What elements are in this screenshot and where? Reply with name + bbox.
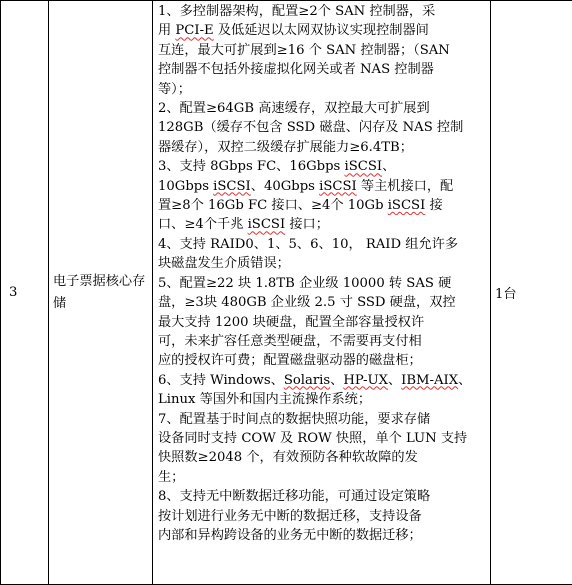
- spec-text-segment: 置≥8个 16Gb FC 接口、≥4个 10Gb: [158, 198, 388, 214]
- spec-line: [158, 99, 487, 118]
- spec-text-segment: 4、支持 RAID0、1、5、6、10， RAID 组允许多: [158, 236, 459, 252]
- spec-text-segment: 等主机接口，配: [356, 178, 454, 194]
- spec-text-segment: 8、支持无中断数据迁移功能，可通过设定策略: [158, 489, 431, 505]
- spec-text-segment: 2、配置≥64GB 高速缓存，双控最大可扩展到: [158, 101, 430, 117]
- spec-text-segment: 5、配置≥22 块 1.8TB 企业级 10000 转 SAS 硬: [158, 275, 452, 291]
- spec-line: [158, 410, 487, 429]
- spec-line: [158, 293, 487, 312]
- spec-text-segment: 块磁盘发生介质错误；: [158, 256, 290, 272]
- spec-line: [158, 487, 487, 506]
- spec-text-segment: 按计划进行业务无中断的数据迁移，支持设备: [158, 508, 422, 524]
- spec-text-segment: 盘，≥3块 480GB 企业级 2.5 寸 SSD 硬盘，双控: [158, 295, 456, 311]
- spec-line: [158, 507, 487, 526]
- quantity: 1台: [495, 287, 517, 302]
- table-row: [1, 1, 572, 585]
- spellcheck-word: HP-UX: [343, 372, 388, 388]
- spec-line: [158, 41, 487, 60]
- spec-text-segment: 1、多控制器架构，配置≥2个 SAN 控制器，采: [158, 4, 436, 19]
- spec-line: [158, 215, 487, 234]
- spec-line: [158, 138, 487, 157]
- spellcheck-word: IBM-AIX: [401, 372, 459, 388]
- spec-cell: [153, 1, 491, 585]
- spec-text-segment: 可，未来扩容任意类型硬盘，不需要再支付相: [158, 333, 422, 349]
- spec-line: [158, 429, 487, 448]
- spellcheck-word: iSCSI: [319, 178, 357, 194]
- spec-line: [158, 313, 487, 332]
- spellcheck-word: iSCSI: [344, 159, 383, 175]
- spellcheck-word: iSCSI: [387, 198, 426, 214]
- spellcheck-word: PCI-E: [175, 23, 214, 39]
- spec-text-segment: 、: [387, 372, 402, 388]
- spec-text-segment: 最大支持 1200 块硬盘，配置全部容量授权许: [158, 314, 425, 330]
- spec-line: [158, 371, 487, 390]
- spec-text-segment: 3、支持 8Gbps FC、16Gbps: [158, 159, 345, 175]
- spec-text-segment: 用: [158, 23, 176, 39]
- row-index-cell: [1, 1, 49, 585]
- spec-text-segment: 器缓存），双控二级缓存扩展能力≥6.4TB；: [158, 139, 413, 155]
- spec-line: [158, 468, 487, 487]
- spellcheck-word: iSCSI: [213, 178, 251, 194]
- spec-line: [158, 60, 487, 79]
- spec-text-segment: 应的授权许可费；配置磁盘驱动器的磁盘柜；: [158, 353, 422, 369]
- spec-line: [158, 274, 487, 293]
- spec-text-segment: 互连，最大可扩展到≥16 个 SAN 控制器；（SAN: [158, 42, 450, 58]
- spec-text-segment: 6、支持 Windows、: [158, 372, 284, 388]
- spec-text-segment: 、: [330, 372, 344, 388]
- quantity-cell: [491, 1, 572, 585]
- spec-line: [158, 351, 487, 370]
- spec-line: [158, 390, 487, 409]
- spec-line: [158, 118, 487, 137]
- spec-line: [158, 2, 487, 21]
- spellcheck-word: Solaris: [283, 372, 331, 388]
- spec-text: [158, 2, 487, 545]
- row-index: 3: [9, 285, 18, 300]
- spec-text-segment: Linux 等国外和国内主流操作系统；: [158, 392, 372, 408]
- spec-text-segment: 128GB（缓存不包含 SSD 磁盘、闪存及 NAS 控制: [158, 120, 464, 136]
- spec-text-segment: 接: [425, 198, 443, 214]
- spec-line: [158, 526, 487, 545]
- spec-line: [158, 196, 487, 215]
- spec-line: [158, 448, 487, 467]
- spec-text-segment: 、40Gbps: [250, 178, 320, 194]
- spec-line: [158, 235, 487, 254]
- spec-text-segment: 7、配置基于时间点的数据快照功能，要求存储: [158, 411, 431, 427]
- spec-text-segment: 设备同时支持 COW 及 ROW 快照，单个 LUN 支持: [158, 430, 468, 446]
- spec-text-segment: 快照数≥2048 个，有效预防各种软故障的发: [158, 450, 418, 466]
- item-name: 电子票据核心存储: [53, 273, 146, 311]
- spec-line: [158, 332, 487, 351]
- spec-text-segment: 及低延迟以太网双协议实现控制器间: [213, 23, 429, 39]
- spec-text-segment: 10Gbps: [158, 178, 214, 194]
- spellcheck-word: iSCSI: [247, 217, 286, 233]
- spec-text-segment: 、: [458, 372, 472, 388]
- spec-line: [158, 177, 487, 196]
- spec-text-segment: 接口；: [285, 217, 329, 233]
- spec-text-segment: 口、≥4个千兆: [158, 217, 248, 233]
- spec-line: [158, 157, 487, 176]
- spec-text-segment: 内部和异构跨设备的业务无中断的数据迁移；: [158, 527, 422, 543]
- spec-line: [158, 80, 487, 99]
- spec-line: [158, 21, 487, 40]
- spec-text-segment: 控制器不包括外接虚拟化网关或者 NAS 控制器: [158, 62, 434, 78]
- item-name-cell: [49, 1, 153, 585]
- spec-text-segment: 生；: [158, 469, 185, 485]
- spec-line: [158, 254, 487, 273]
- spec-text-segment: 等）；: [158, 81, 191, 97]
- spec-text-segment: 、: [382, 159, 396, 175]
